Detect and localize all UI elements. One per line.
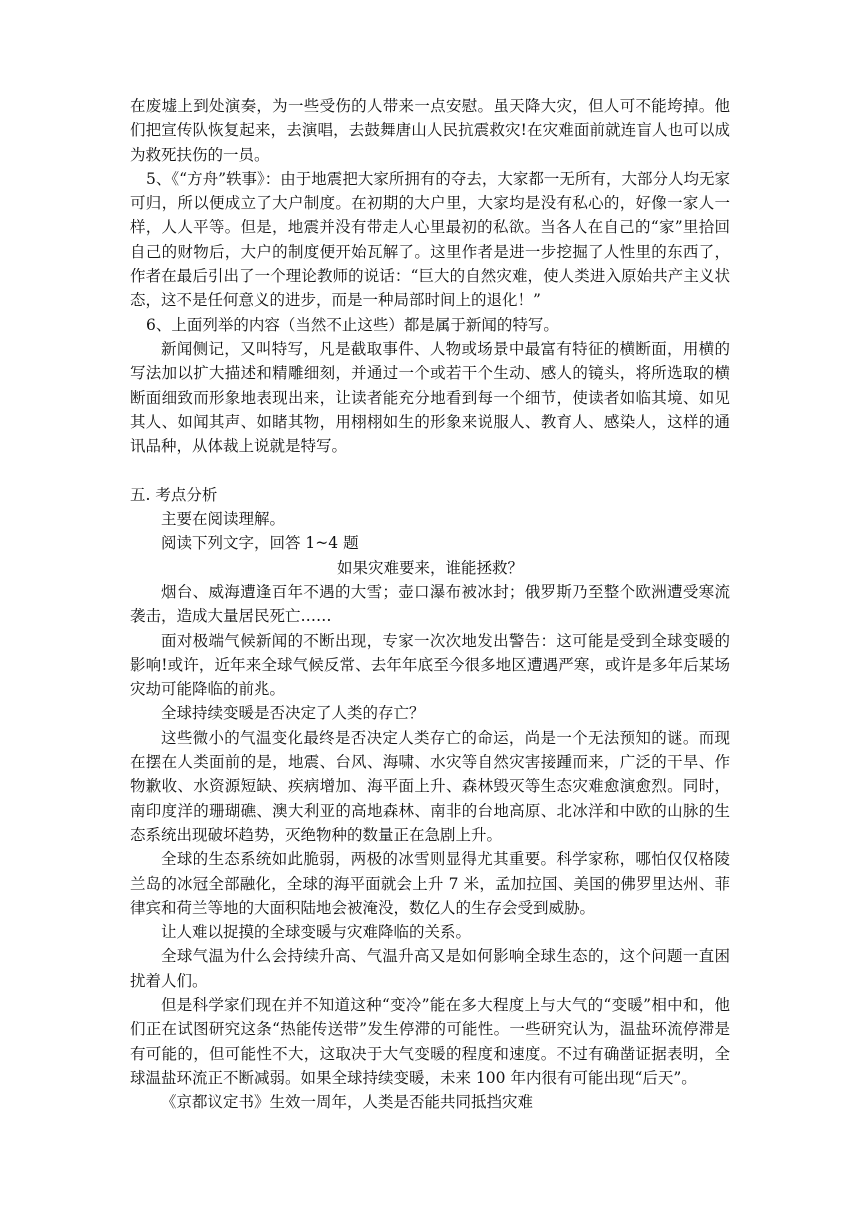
article-title: 如果灾难要来，谁能拯救？ [336,558,523,577]
article-subheading: 《京都议定书》生效一周年，人类是否能共同抵挡灾难 [161,1093,534,1112]
paragraph-performance: 在废墟上到处演奏，为一些受伤的人带来一点安慰。虽天降大灾，但人可不能垮掉。他们把宣传队恢复起来，去演唱，去鼓舞唐山人民抗震救灾!在灾难面前就连盲人也可以成为救死扶伤的一员。 [130,97,730,164]
article-subheading: 全球持续变暖是否决定了人类的存亡？ [161,704,425,723]
article-paragraph: 这些微小的气温变化最终是否决定人类存亡的命运，尚是一个无法预知的谜。而现在摆在人类面前的是，地震、台风、海啸、水灾等自然灾害接踵而来，广泛的干旱、作物歉收、水资源短缺、疾病增加、海平面上升、森林毁灭等生态灾难愈演愈烈。同时，南印度洋的珊瑚礁、澳大利亚的高地森林、南非的台地高原、北冰洋和中欧的山脉的生态系统出现破坏趋势，灭绝物种的数量正在急剧上升。 [130,728,730,844]
reading-instruction: 阅读下列文字，回答 1~4 题 [161,534,359,553]
article-paragraph: 烟台、威海遭逢百年不遇的大雪；壶口瀑布被冰封；俄罗斯乃至整个欧洲遭受寒流袭击，造成大量居民死亡…… [130,582,730,626]
section-intro: 主要在阅读理解。 [161,510,286,529]
section-heading: 五. 考点分析 [130,485,218,504]
article-paragraph: 但是科学家们现在并不知道这种“变冷”能在多大程度上与大气的“变暖”相中和，他们正在试图研究这条“热能传送带”发生停滞的可能性。一些研究认为，温盐环流停滞是有可能的，但可能性不大，这取决于大气变暖的程度和速度。不过有确凿证据表明，全球温盐环流正不断减弱。如果全球持续变暖，未来 100 年内很有可能出现“后天”。 [130,995,730,1087]
article-paragraph: 全球的生态系统如此脆弱，两极的冰雪则显得尤其重要。科学家称，哪怕仅仅格陵兰岛的冰冠全部融化，全球的海平面就会上升 7 米，孟加拉国、美国的佛罗里达州、菲律宾和荷兰等地的大面积陆地会被淹没，数亿人的生存会受到威胁。 [130,850,730,917]
paragraph-ark-anecdote: 5、《“方舟”轶事》：由于地震把大家所拥有的夺去，大家都一无所有，大部分人均无家可归，所以便成立了大户制度。在初期的大户里，大家均是没有私心的，好像一家人一样，人人平等。但是，地震并没有带走人心里最初的私欲。当各人在自己的“家”里拾回自己的财物后，大户的制度便开始瓦解了。这里作者是进一步挖掘了人性里的东西了，作者在最后引出了一个理论教师的说话：“巨大的自然灾难，使人类进入原始共产主义状态，这不是任何意义的进步，而是一种局部时间上的退化！” [130,169,730,310]
document-page [130,94,730,1114]
article-paragraph: 全球气温为什么会持续升高、气温升高又是如何影响全球生态的，这个问题一直困扰着人们。 [130,947,730,990]
article-paragraph: 面对极端气候新闻的不断出现，专家一次次地发出警告：这可能是受到全球变暖的影响!或许，近年来全球气候反常、去年年底至今很多地区遭遇严寒，或许是多年后某场灾劫可能降临的前兆。 [130,631,730,699]
blank-line [130,458,730,482]
paragraph-feature-definition: 新闻侧记，又叫特写，凡是截取事件、人物或场景中最富有特征的横断面，用横的写法加以扩大描述和精雕细刻，并通过一个或若干个生动、感人的镜头，将所选取的横断面细致而形象地表现出来，让读者能充分地看到每一个细节，使读者如临其境、如见其人、如闻其声、如睹其物，用栩栩如生的形象来说服人、教育人、感染人，这样的通讯品种，从体裁上说就是特写。 [130,339,730,456]
article-subheading: 让人难以捉摸的全球变暖与灾难降临的关系。 [161,923,472,942]
paragraph-feature-note: 6、上面列举的内容（当然不止这些）都是属于新闻的特写。 [146,315,559,334]
